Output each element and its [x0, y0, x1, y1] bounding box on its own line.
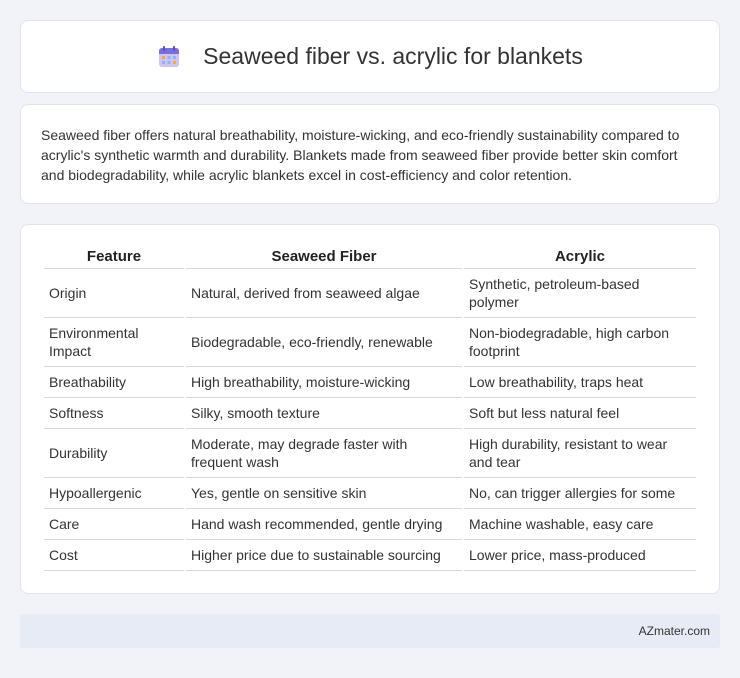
summary-card: [20, 104, 720, 204]
table-cell: High durability, resistant to wear and tear: [464, 429, 696, 478]
page-title: [157, 43, 583, 70]
table-cell: Environmental Impact: [44, 318, 184, 367]
table-cell: Cost: [44, 540, 184, 571]
table-row: [44, 318, 696, 367]
comparison-table-card: [20, 224, 720, 594]
footer-brand[interactable]: AZmater.com: [638, 624, 710, 638]
table-cell: Hypoallergenic: [44, 478, 184, 509]
comparison-table: [42, 247, 698, 571]
table-cell: Softness: [44, 398, 184, 429]
table-cell: High breathability, moisture-wicking: [186, 367, 462, 398]
table-cell: Silky, smooth texture: [186, 398, 462, 429]
table-row: [44, 478, 696, 509]
page-title-text: Seaweed fiber vs. acrylic for blankets: [203, 43, 583, 69]
table-cell: Hand wash recommended, gentle drying: [186, 509, 462, 540]
table-cell: Higher price due to sustainable sourcing: [186, 540, 462, 571]
table-cell: Breathability: [44, 367, 184, 398]
table-cell: Durability: [44, 429, 184, 478]
table-row: [44, 429, 696, 478]
table-cell: Lower price, mass-produced: [464, 540, 696, 571]
table-cell: Machine washable, easy care: [464, 509, 696, 540]
table-row: [44, 398, 696, 429]
table-cell: Moderate, may degrade faster with frequent wash: [186, 429, 462, 478]
column-header-feature: Feature: [44, 247, 184, 269]
table-row: [44, 367, 696, 398]
table-row: [44, 269, 696, 318]
table-cell: Soft but less natural feel: [464, 398, 696, 429]
table-cell: Care: [44, 509, 184, 540]
table-header-row: [44, 247, 696, 269]
table-cell: Synthetic, petroleum-based polymer: [464, 269, 696, 318]
column-header-acrylic: Acrylic: [464, 247, 696, 269]
table-cell: Non-biodegradable, high carbon footprint: [464, 318, 696, 367]
column-header-seaweed: Seaweed Fiber: [186, 247, 462, 269]
table-cell: Low breathability, traps heat: [464, 367, 696, 398]
title-card: [20, 20, 720, 93]
table-cell: Biodegradable, eco-friendly, renewable: [186, 318, 462, 367]
table-cell: Yes, gentle on sensitive skin: [186, 478, 462, 509]
table-cell: Origin: [44, 269, 184, 318]
table-cell: No, can trigger allergies for some: [464, 478, 696, 509]
table-row: [44, 540, 696, 571]
table-row: [44, 509, 696, 540]
footer: [20, 614, 720, 648]
summary-text: Seaweed fiber offers natural breathability, moisture-wicking, and eco-friendly sustainability compared to acrylic's synthetic warmth and durability. Blankets made from seaweed fiber provide better skin comfort and biodegradability, while acrylic blankets excel in cost-efficiency and color retention.: [41, 127, 680, 183]
calendar-icon: [157, 45, 181, 69]
table-cell: Natural, derived from seaweed algae: [186, 269, 462, 318]
